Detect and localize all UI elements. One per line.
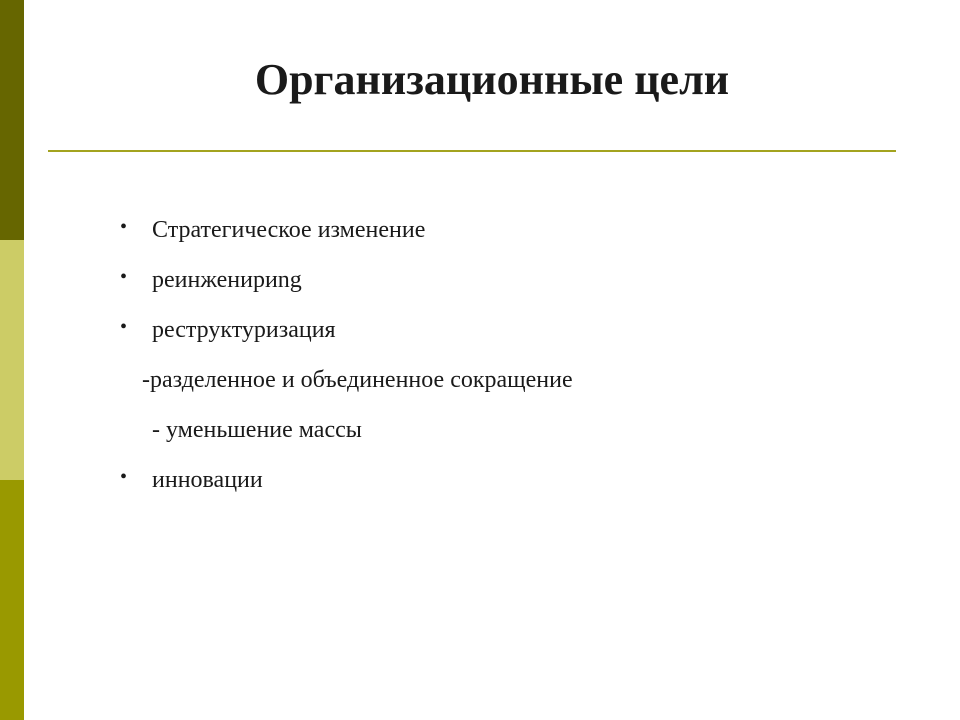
bullet-icon: • — [120, 316, 128, 338]
list-item-text: реструктуризация — [152, 317, 336, 343]
side-bar-light-segment — [0, 240, 24, 480]
sub-item-text: - уменьшение массы — [152, 417, 362, 443]
bullet-icon: • — [120, 216, 128, 238]
sub-item-text: -разделенное и объединенное сокращение — [142, 367, 573, 393]
side-bar-olive-segment — [0, 480, 24, 720]
side-color-bar — [0, 0, 24, 720]
list-item-text: реинженириng — [152, 267, 302, 293]
slide-title: Организационные цели — [254, 55, 730, 104]
bullet-icon: • — [120, 266, 128, 288]
list-item-text: Стратегическое изменение — [152, 217, 426, 243]
side-bar-dark-segment — [0, 0, 24, 240]
bullet-icon: • — [120, 466, 128, 488]
list-item-text: инновации — [152, 467, 263, 493]
title-divider — [48, 150, 896, 152]
